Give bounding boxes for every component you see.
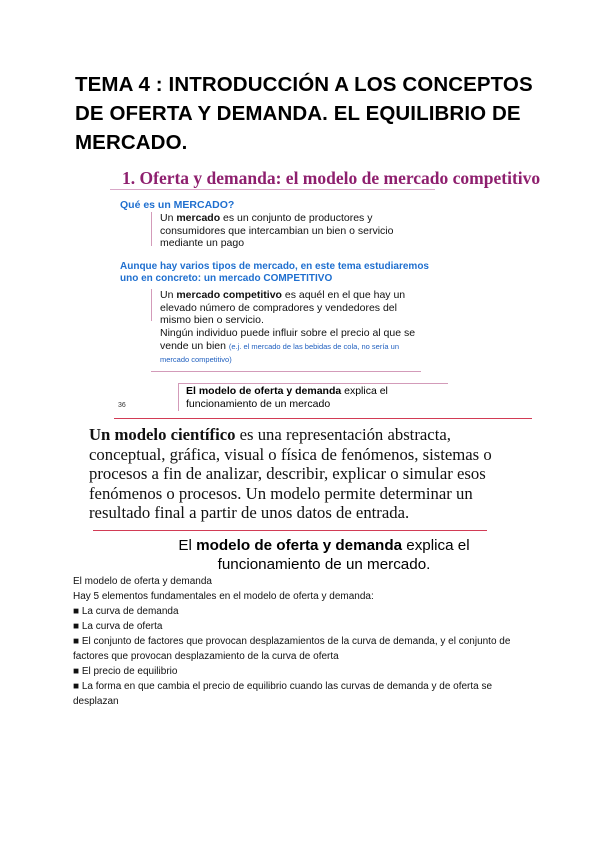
list-item: ■ La curva de oferta <box>73 621 163 632</box>
section-divider <box>114 418 532 419</box>
definition-term: Un modelo científico <box>89 425 236 444</box>
model-term: El modelo de oferta y demanda <box>186 385 342 397</box>
example-note: (e.j. el mercado de las bebidas de cola, no sería un mercado competitivo) <box>160 341 400 364</box>
slide-model-statement <box>186 385 456 411</box>
slide-heading: 1. Oferta y demanda: el modelo de mercado competitivo <box>122 168 541 188</box>
list-item: ■ El conjunto de factores que provocan desplazamientos de la curva de demanda, y el conjunto de factores que provocan desplazamiento de la curva de oferta <box>73 636 511 662</box>
competitive-def-prefix: Un <box>160 289 177 301</box>
slide-divider <box>178 383 448 384</box>
page-number: 36 <box>118 402 126 409</box>
definition-text: es una representación abstracta, conceptual, gráfica, visual o física de fenómenos, sistemas o procesos a fin de analizar, describir, explicar o simular esos fenómenos o procesos. Un modelo permite determinar un resultado final a partir de unos datos de entrada. <box>89 425 492 522</box>
slide-bracket-line <box>151 289 152 321</box>
notes-line: Hay 5 elementos fundamentales en el modelo de oferta y demanda: <box>73 591 374 602</box>
section-divider <box>93 530 487 531</box>
slide-types-note: Aunque hay varios tipos de mercado, en este tema estudiaremos uno en concreto: un mercado COMPETITIVO <box>120 261 429 284</box>
model-statement-term: modelo de oferta y demanda <box>196 537 403 554</box>
slide-divider <box>151 371 421 372</box>
list-item: ■ La forma en que cambia el precio de equilibrio cuando las curvas de demanda y de oferta se desplazan <box>73 681 493 707</box>
model-definition-paragraph <box>89 425 529 523</box>
model-statement <box>144 536 504 574</box>
slide-bracket-line <box>151 212 152 246</box>
list-item: ■ El precio de equilibrio <box>73 666 178 677</box>
slide-question: Qué es un MERCADO? <box>120 199 235 211</box>
slide-competitive-definition <box>160 289 428 327</box>
slide-heading-underline <box>110 189 435 190</box>
slide-market-definition <box>160 212 420 250</box>
page-title: TEMA 4 : INTRODUCCIÓN A LOS CONCEPTOS DE OFERTA Y DEMANDA. EL EQUILIBRIO DE MERCADO. <box>75 73 533 154</box>
market-def-prefix: Un <box>160 212 177 224</box>
slide-no-individual <box>160 327 428 367</box>
slide-bracket-line <box>178 383 179 411</box>
model-statement-text: explica el funcionamiento de un mercado. <box>217 537 470 573</box>
competitive-def-term: mercado competitivo <box>176 289 282 301</box>
notes-section <box>73 574 533 709</box>
market-def-term: mercado <box>176 212 221 224</box>
competitive-def-text: es aquél en el que hay un elevado número de compradores y vendedores del mismo bien o servicio. <box>160 289 406 326</box>
no-individual-text: Ningún individuo puede influir sobre el precio al que se vende un bien <box>160 327 416 352</box>
market-def-text: es un conjunto de productores y consumidores que intercambian un bien o servicio mediante un pago <box>160 212 394 249</box>
model-statement-prefix: El <box>178 537 197 554</box>
list-item: ■ La curva de demanda <box>73 606 179 617</box>
model-text: explica el funcionamiento de un mercado <box>186 385 388 410</box>
notes-line: El modelo de oferta y demanda <box>73 576 212 587</box>
